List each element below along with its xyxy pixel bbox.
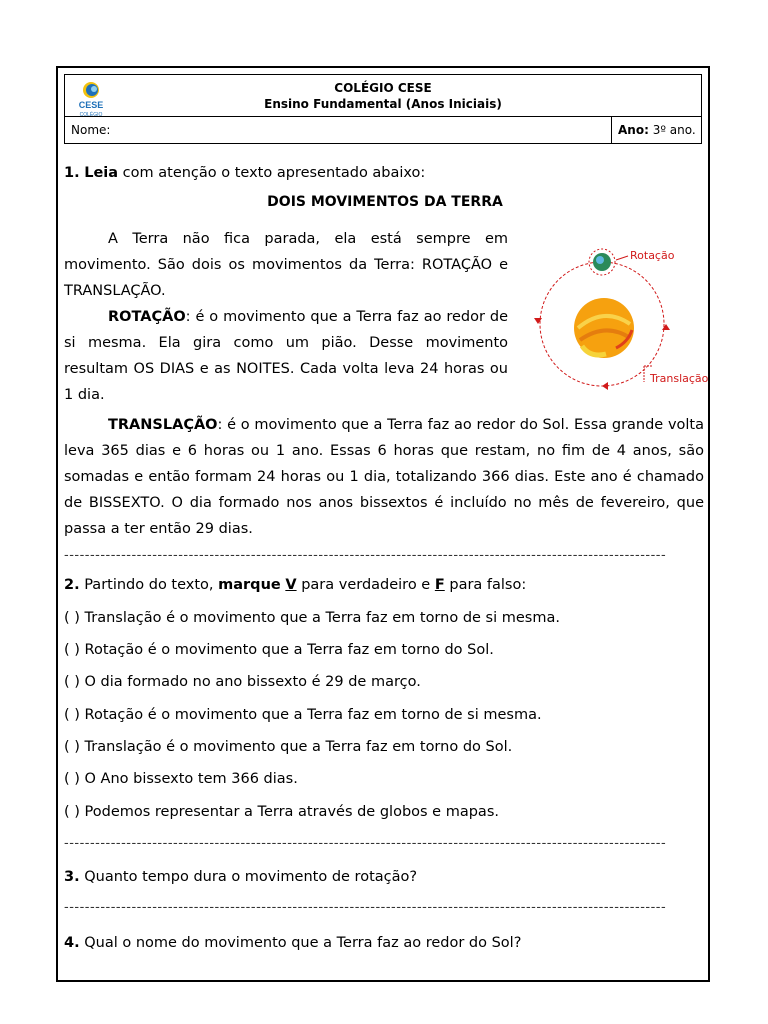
tf-item-2[interactable]: ( ) Rotação é o movimento que a Terra faz em torno do Sol. <box>64 642 494 658</box>
question-1 <box>64 160 425 186</box>
year-label: Ano: <box>618 123 649 137</box>
q2-marque: marque <box>218 577 281 593</box>
q3-text: Quanto tempo dura o movimento de rotação? <box>84 869 418 885</box>
diagram-label-rotacao: Rotação <box>630 249 675 262</box>
tf-item-3[interactable]: ( ) O dia formado no ano bissexto é 29 de março. <box>64 674 421 690</box>
worksheet-page <box>56 66 710 982</box>
year-value: 3º ano. <box>652 123 696 137</box>
header-table <box>64 74 702 144</box>
logo-text: CESE <box>78 100 104 110</box>
divider-3: -------------------------------------------------------------------------------------------------------------------- <box>64 900 667 915</box>
q2-f: F <box>434 577 445 593</box>
rotacao-text: : é o movimento que a Terra faz ao redor de si mesma. Ela gira como um pião. Desse movimento resultam OS DIAS e as NOITES. Cada volta leva 24 horas ou 1 dia. <box>64 309 508 403</box>
school-name: COLÉGIO CESE <box>334 81 432 95</box>
q3-number: 3. <box>64 869 80 885</box>
q2-v: V <box>285 577 297 593</box>
question-3 <box>64 864 417 890</box>
translacao-term: TRANSLAÇÃO <box>108 417 218 433</box>
name-field[interactable] <box>71 123 110 137</box>
header-title-row <box>65 75 701 117</box>
intro-paragraph: A Terra não fica parada, ela está sempre em movimento. São dois os movimentos da Terra: ROTAÇÃO e TRANSLAÇÃO. <box>64 231 508 299</box>
q4-text: Qual o nome do movimento que a Terra faz ao redor do Sol? <box>84 935 522 951</box>
orbit-arrow-icon <box>534 318 542 324</box>
tf-item-4[interactable]: ( ) Rotação é o movimento que a Terra faz em torno de si mesma. <box>64 707 542 723</box>
q2-number: 2. <box>64 577 80 593</box>
divider-1: -------------------------------------------------------------------------------------------------------------------- <box>64 548 667 563</box>
year-cell <box>611 117 701 143</box>
earth-movements-diagram <box>520 246 710 396</box>
tf-item-7[interactable]: ( ) Podemos representar a Terra através de globos e mapas. <box>64 804 499 820</box>
q4-number: 4. <box>64 935 80 951</box>
tf-item-5[interactable]: ( ) Translação é o movimento que a Terra faz em torno do Sol. <box>64 739 513 755</box>
q1-bold: Leia <box>84 165 119 181</box>
q2-post: para falso: <box>449 577 527 593</box>
q1-number: 1. <box>64 165 80 181</box>
rotacao-paragraph <box>64 304 508 408</box>
tf-item-6[interactable]: ( ) O Ano bissexto tem 366 dias. <box>64 771 298 787</box>
q2-pre: Partindo do texto, <box>84 577 214 593</box>
logo-subtext: COLÉGIO <box>79 112 103 118</box>
tf-item-1[interactable]: ( ) Translação é o movimento que a Terra faz em torno de si mesma. <box>64 610 560 626</box>
translacao-text: : é o movimento que a Terra faz ao redor do Sol. Essa grande volta leva 365 dias e 6 horas ou 1 ano. Essas 6 horas que restam, no fim de 4 anos, são somadas e então formam 24 horas ou 1 dia, totalizando 366 dias. Este ano é chamado de BISSEXTO. O dia formado nos anos bissextos é incluído no mês de fevereiro, que passa a ter então 29 dias. <box>64 417 704 537</box>
rotacao-term: ROTAÇÃO <box>108 309 186 325</box>
diagram-label-translacao: Translação <box>650 372 709 385</box>
question-4 <box>64 930 521 956</box>
text-title: DOIS MOVIMENTOS DA TERRA <box>267 194 503 210</box>
question-2 <box>64 572 526 598</box>
orbit-arrow-icon <box>602 382 608 390</box>
divider-2: -------------------------------------------------------------------------------------------------------------------- <box>64 836 667 851</box>
name-label: Nome: <box>71 123 111 137</box>
school-level: Ensino Fundamental (Anos Iniciais) <box>264 97 502 111</box>
q1-rest: com atenção o texto apresentado abaixo: <box>122 165 426 181</box>
q2-mid: para verdadeiro e <box>301 577 431 593</box>
translacao-paragraph <box>64 412 704 542</box>
orbit-arrow-icon <box>662 324 670 330</box>
